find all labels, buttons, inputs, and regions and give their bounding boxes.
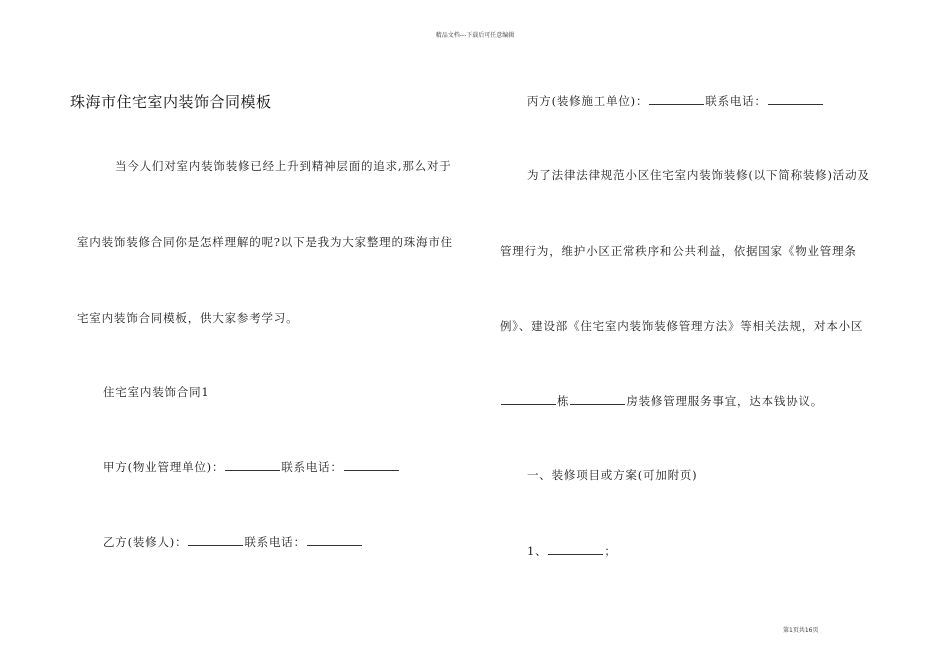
party-a-label: 甲方(物业管理单位)：: [103, 460, 225, 474]
party-b-phone-blank: [307, 534, 362, 546]
agreement-line-2: 管理行为，维护小区正常秩序和公共利益，依据国家《物业管理条: [500, 244, 857, 258]
page-number: 第1页共16页: [783, 627, 819, 634]
party-c-phone-blank: [768, 93, 823, 105]
party-b-line: [103, 534, 363, 550]
intro-line-2: 室内装饰装修合同你是怎样理解的呢?以下是我为大家整理的珠海市住: [77, 235, 453, 249]
party-a-line: [103, 459, 400, 475]
item-heading: 一、装修项目或方案(可加附页): [527, 468, 698, 482]
agreement-line-4: [500, 393, 823, 409]
party-a-phone-label: 联系电话：: [281, 460, 343, 474]
item-1-suffix: ；: [604, 544, 617, 558]
room-blank: [570, 393, 625, 405]
section-heading: 住宅室内装饰合同1: [103, 385, 210, 399]
party-b-label: 乙方(装修人)：: [103, 535, 188, 549]
item-1-blank: [548, 543, 603, 555]
party-a-blank: [225, 459, 280, 471]
intro-line-1: 当今人们对室内装饰装修已经上升到精神层面的追求,那么对于: [115, 159, 452, 173]
party-b-phone-label: 联系电话：: [244, 535, 306, 549]
page-header-note: 精品文档---下载后可任意编辑: [435, 32, 515, 39]
party-c-label: 丙方(装修施工单位)：: [527, 94, 649, 108]
item-1-prefix: 1、: [527, 544, 548, 558]
party-c-phone-label: 联系电话：: [705, 94, 767, 108]
intro-line-3: 宅室内装饰合同模板，供大家参考学习。: [77, 311, 299, 325]
agreement-line-1: 为了法律法律规范小区住宅室内装饰装修(以下简称装修)活动及: [527, 168, 870, 182]
item-1-line: [527, 543, 617, 559]
party-c-blank: [649, 93, 704, 105]
party-b-blank: [188, 534, 243, 546]
building-blank: [501, 393, 556, 405]
party-a-phone-blank: [344, 459, 399, 471]
document-title: 珠海市住宅室内装饰合同模板: [70, 93, 272, 111]
building-label: 栋: [557, 394, 570, 408]
agreement-line-4-end: 房装修管理服务事宜，达本钱协议。: [626, 394, 824, 408]
agreement-line-3: 例》、建设部《住宅室内装饰装修管理方法》等相关法规，对本小区: [500, 319, 864, 333]
party-c-line: [527, 93, 824, 109]
